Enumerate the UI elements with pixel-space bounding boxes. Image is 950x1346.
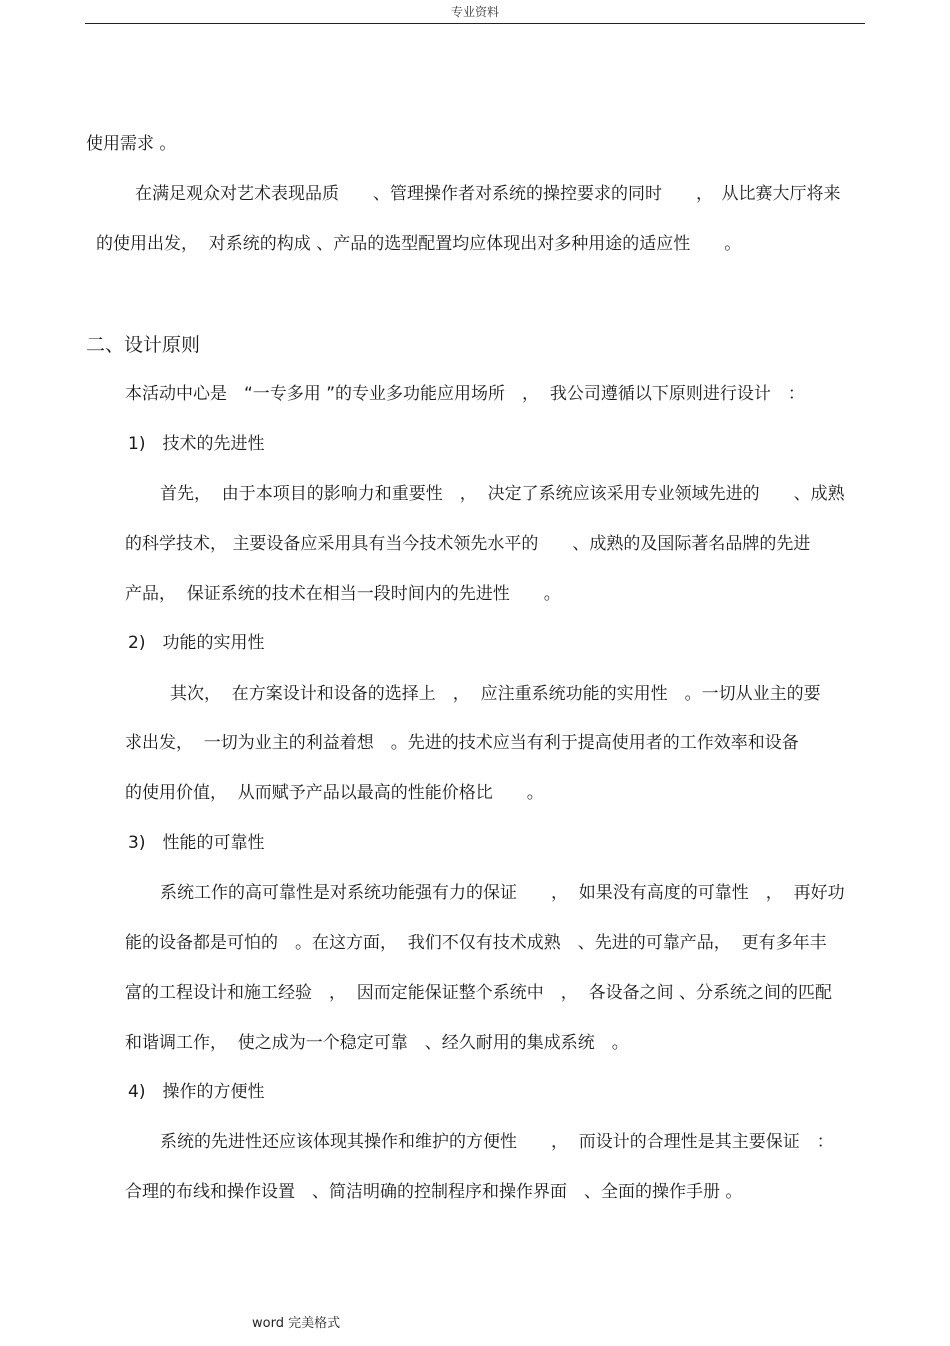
principle-1-line-3: 产品， 保证系统的技术在相当一段时间内的先进性 。 [125, 584, 561, 604]
principle-4-line-1: 系统的先进性还应该体现其操作和维护的方便性 ， 而设计的合理性是其主要保证 ： [160, 1132, 834, 1152]
principle-1-line-1: 首先， 由于本项目的影响力和重要性 ， 决定了系统应该采用专业领域先进的 、成熟 [160, 484, 845, 504]
principle-heading-3: 3) 性能的可靠性 [128, 833, 265, 853]
principle-heading-2: 2) 功能的实用性 [128, 633, 265, 653]
page-header-label: 专业资料 [450, 5, 499, 19]
intro-line-1: 使用需求 。 [86, 134, 177, 154]
header-divider [85, 23, 865, 24]
principle-3-line-3: 富的工程设计和施工经验 ， 因而定能保证整个系统中 ， 各设备之间 、分系统之间的匹配 [125, 983, 833, 1003]
section-intro: 本活动中心是 “一专多用 ”的专业多功能应用场所 ， 我公司遵循以下原则进行设计 ： [125, 384, 805, 404]
principle-4-line-2: 合理的布线和操作设置 、简洁明确的控制程序和操作界面 、全面的操作手册 。 [125, 1182, 743, 1202]
intro-line-2: 在满足观众对艺术表现品质 、管理操作者对系统的操控要求的同时 ， 从比赛大厅将来 [135, 184, 841, 204]
section-title: 二、设计原则 [86, 334, 201, 356]
page-footer-label: word 完美格式 [252, 1316, 341, 1331]
principle-1-line-2: 的科学技术， 主要设备应采用具有当今技术领先水平的 、成熟的及国际著名品牌的先进 [125, 534, 811, 554]
principle-2-line-1: 其次， 在方案设计和设备的选择上 ， 应注重系统功能的实用性 。一切从业主的要 [170, 684, 821, 704]
intro-line-3: 的使用出发， 对系统的构成 、产品的选型配置均应体现出对多种用途的适应性 。 [96, 234, 742, 254]
principle-3-line-4: 和谐调工作， 使之成为一个稳定可靠 、经久耐用的集成系统 。 [125, 1033, 629, 1053]
principle-heading-4: 4) 操作的方便性 [128, 1082, 265, 1102]
principle-2-line-2: 求出发， 一切为业主的利益着想 。先进的技术应当有利于提高使用者的工作效率和设备 [125, 733, 799, 753]
principle-2-line-3: 的使用价值， 从而赋予产品以最高的性能价格比 。 [125, 783, 544, 803]
principle-3-line-2: 能的设备都是可怕的 。在这方面， 我们不仅有技术成熟 、先进的可靠产品， 更有多年丰 [125, 933, 827, 953]
principle-heading-1: 1) 技术的先进性 [128, 434, 265, 454]
principle-3-line-1: 系统工作的高可靠性是对系统功能强有力的保证 ， 如果没有高度的可靠性 ， 再好功 [160, 883, 845, 903]
